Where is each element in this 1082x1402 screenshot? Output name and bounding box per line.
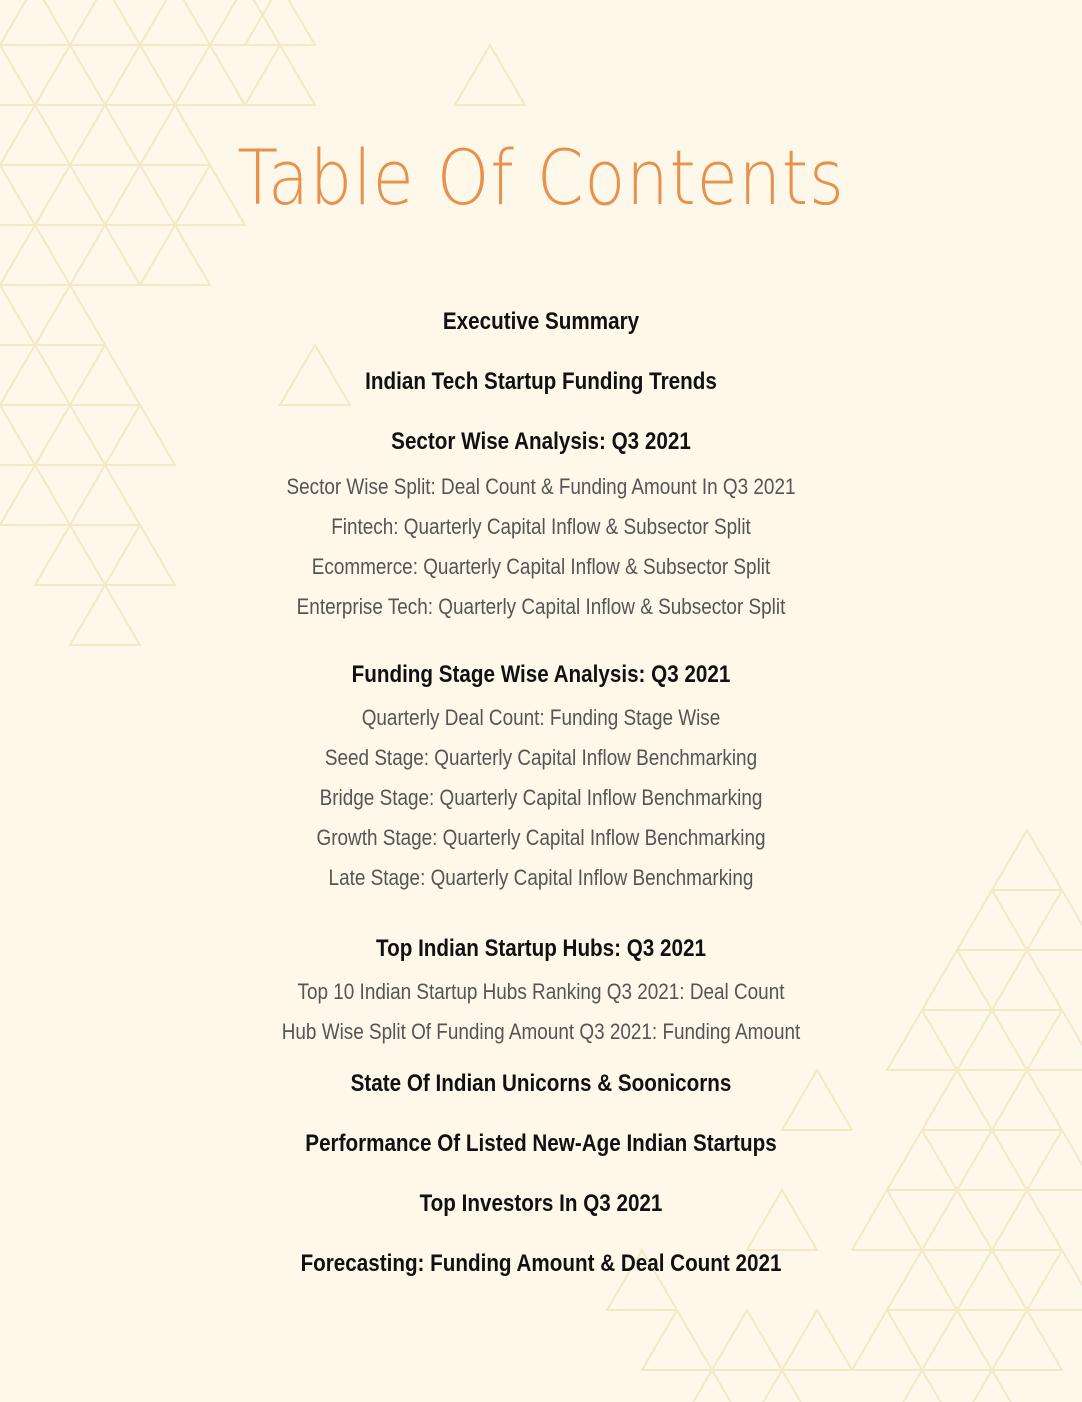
toc-heading[interactable]: Sector Wise Analysis: Q3 2021 xyxy=(391,428,691,455)
toc-heading[interactable]: Indian Tech Startup Funding Trends xyxy=(365,368,717,395)
toc-subitem[interactable]: Growth Stage: Quarterly Capital Inflow Benchmarking xyxy=(316,825,766,850)
toc-subitem[interactable]: Ecommerce: Quarterly Capital Inflow & Subsector Split xyxy=(311,554,771,579)
toc-subitem[interactable]: Quarterly Deal Count: Funding Stage Wise xyxy=(361,705,721,730)
toc-heading[interactable]: Executive Summary xyxy=(442,308,640,335)
toc-subitem[interactable]: Sector Wise Split: Deal Count & Funding Amount In Q3 2021 xyxy=(286,474,796,499)
toc-heading[interactable]: Top Indian Startup Hubs: Q3 2021 xyxy=(376,935,706,962)
toc-subitem[interactable]: Top 10 Indian Startup Hubs Ranking Q3 2021: Deal Count xyxy=(297,979,785,1004)
toc-subitem[interactable]: Seed Stage: Quarterly Capital Inflow Benchmarking xyxy=(324,745,758,770)
toc-subitem[interactable]: Enterprise Tech: Quarterly Capital Inflow & Subsector Split xyxy=(296,594,786,619)
toc-heading[interactable]: Top Investors In Q3 2021 xyxy=(419,1190,663,1217)
toc-subitem[interactable]: Late Stage: Quarterly Capital Inflow Benchmarking xyxy=(328,865,754,890)
toc-heading[interactable]: Funding Stage Wise Analysis: Q3 2021 xyxy=(351,661,731,688)
toc-heading[interactable]: Performance Of Listed New-Age Indian Startups xyxy=(305,1130,777,1157)
toc-heading[interactable]: State Of Indian Unicorns & Soonicorns xyxy=(350,1070,732,1097)
toc-heading[interactable]: Forecasting: Funding Amount & Deal Count 2021 xyxy=(300,1250,782,1277)
toc-subitem[interactable]: Fintech: Quarterly Capital Inflow & Subsector Split xyxy=(331,514,751,539)
toc-subitem[interactable]: Hub Wise Split Of Funding Amount Q3 2021: Funding Amount xyxy=(281,1019,801,1044)
page-title: Table Of Contents xyxy=(237,133,845,222)
toc-subitem[interactable]: Bridge Stage: Quarterly Capital Inflow Benchmarking xyxy=(319,785,763,810)
